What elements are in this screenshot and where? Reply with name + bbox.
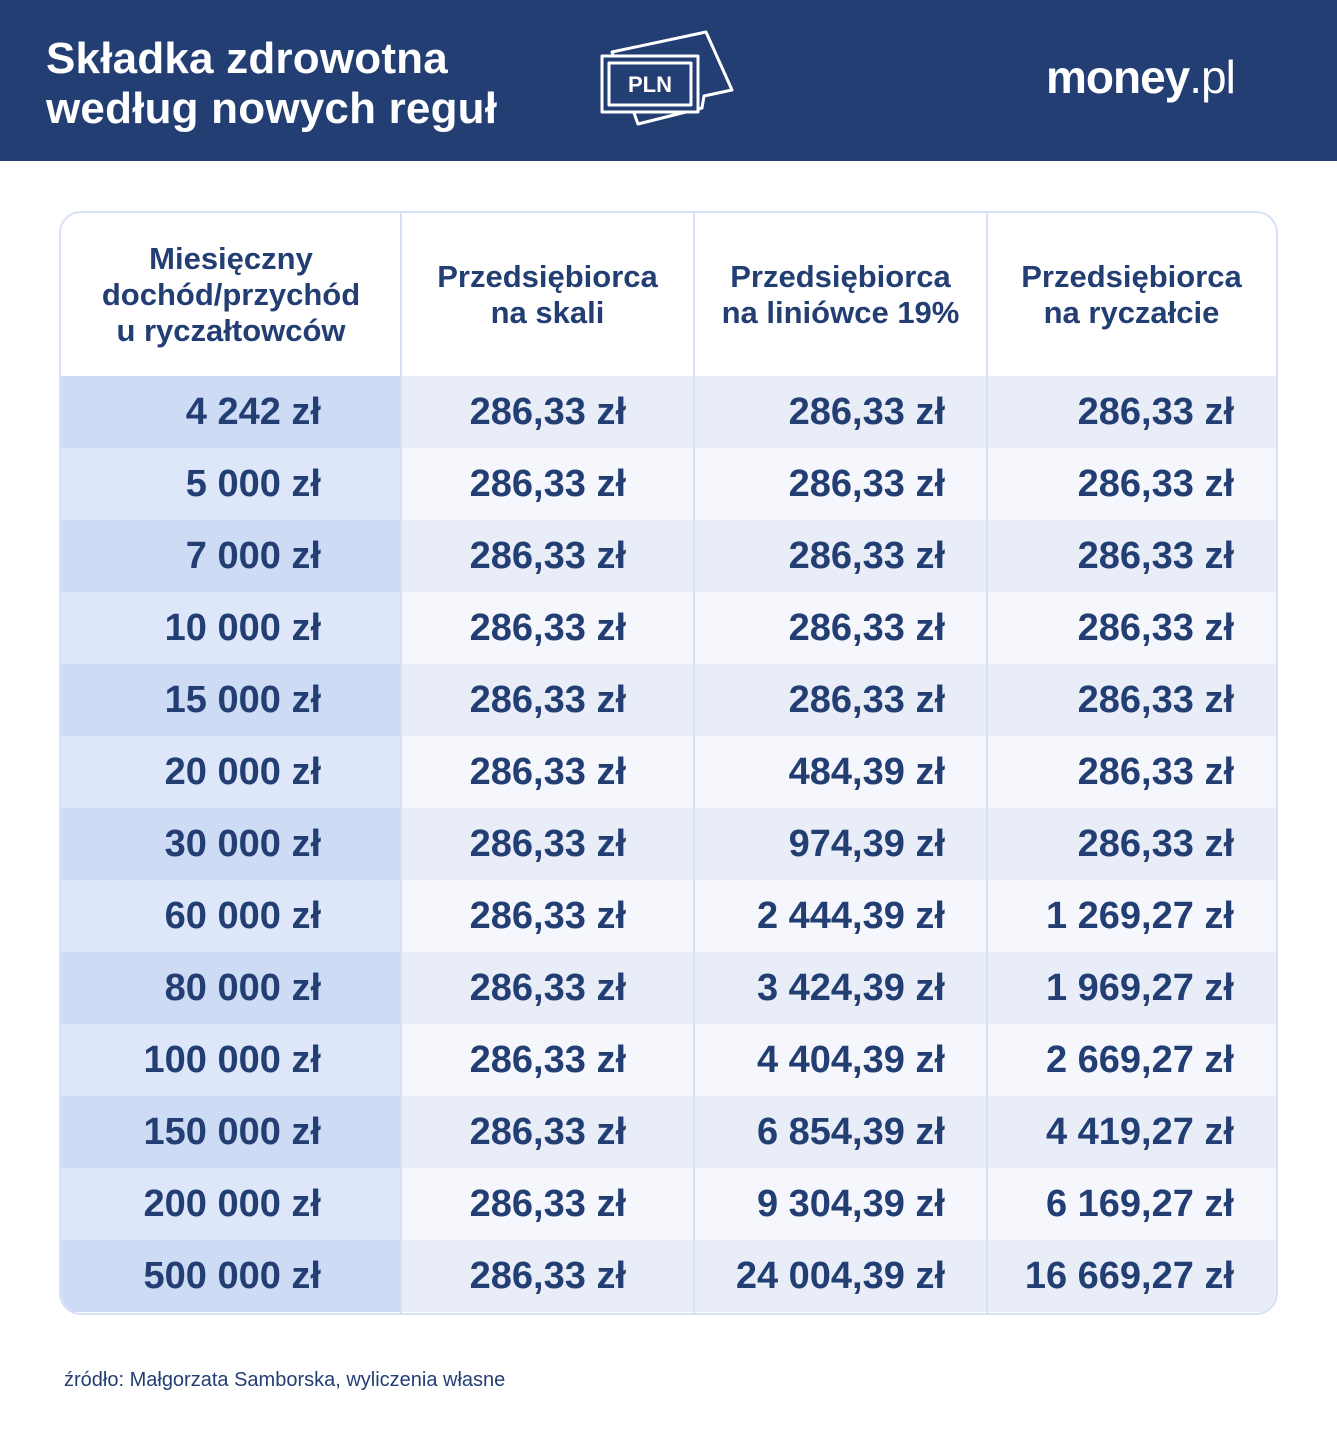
cell-linear: 3 424,39 zł: [756, 966, 945, 1009]
cell-scale: 286,33 zł: [469, 390, 626, 433]
cell-flat-rate: 286,33 zł: [1077, 534, 1234, 577]
cell-income: 80 000 zł: [61, 952, 401, 1024]
cell-scale: 286,33 zł: [469, 606, 626, 649]
cell-income: 60 000 zł: [61, 880, 401, 952]
column-header-flat-rate: [987, 213, 1276, 376]
cell-income: 100 000 zł: [61, 1024, 401, 1096]
column-header-flat-rate-line: na ryczałcie: [1043, 294, 1220, 330]
cell-income: 10 000 zł: [61, 592, 401, 664]
column-header-income-line: dochód/przychód: [101, 276, 361, 312]
cell-flat-rate: 286,33 zł: [1077, 390, 1234, 433]
cell-scale: 286,33 zł: [469, 534, 626, 577]
table-row: [61, 736, 1276, 808]
column-divider: [693, 213, 695, 1313]
table-row: [61, 880, 1276, 952]
cell-linear: 286,33 zł: [788, 606, 945, 649]
table-row: [61, 1240, 1276, 1312]
source-note: źródło: Małgorzata Samborska, wyliczenia własne: [64, 1369, 506, 1391]
column-header-income-line: Miesięczny: [149, 240, 313, 276]
banknote-label: PLN: [628, 72, 672, 97]
cell-flat-rate: 286,33 zł: [1077, 462, 1234, 505]
column-header-linear-line: Przedsiębiorca: [730, 258, 951, 294]
cell-scale: 286,33 zł: [469, 966, 626, 1009]
cell-linear: 286,33 zł: [788, 678, 945, 721]
column-header-linear-line: na liniówce 19%: [721, 294, 960, 330]
cell-linear: 286,33 zł: [788, 462, 945, 505]
cell-scale: 286,33 zł: [469, 1038, 626, 1081]
page-title: [46, 34, 606, 134]
column-header-income-line: u ryczałtowców: [116, 312, 346, 348]
table-row: [61, 664, 1276, 736]
column-header-scale-line: na skali: [490, 294, 605, 330]
cell-linear: 9 304,39 zł: [756, 1182, 945, 1225]
table-row: [61, 520, 1276, 592]
cell-flat-rate: 4 419,27 zł: [1045, 1110, 1234, 1153]
table-row: [61, 448, 1276, 520]
cell-flat-rate: 286,33 zł: [1077, 678, 1234, 721]
table-body: [61, 376, 1276, 1313]
cell-income: 200 000 zł: [61, 1168, 401, 1240]
cell-scale: 286,33 zł: [469, 894, 626, 937]
cell-income: 15 000 zł: [61, 664, 401, 736]
cell-scale: 286,33 zł: [469, 462, 626, 505]
cell-income: 500 000 zł: [61, 1240, 401, 1312]
cell-linear: 974,39 zł: [788, 822, 945, 865]
cell-income: 30 000 zł: [61, 808, 401, 880]
cell-linear: 286,33 zł: [788, 390, 945, 433]
cell-income: 4 242 zł: [61, 376, 401, 448]
cell-scale: 286,33 zł: [469, 1254, 626, 1297]
table-row: [61, 1096, 1276, 1168]
cell-income: 5 000 zł: [61, 448, 401, 520]
column-header-linear: [694, 213, 987, 376]
cell-linear: 484,39 zł: [788, 750, 945, 793]
table-row: [61, 952, 1276, 1024]
title-line-2: według nowych reguł: [46, 84, 498, 133]
cell-scale: 286,33 zł: [469, 678, 626, 721]
cell-income: 150 000 zł: [61, 1096, 401, 1168]
cell-scale: 286,33 zł: [469, 1110, 626, 1153]
column-divider: [986, 213, 988, 1313]
cell-flat-rate: 286,33 zł: [1077, 606, 1234, 649]
cell-income: 20 000 zł: [61, 736, 401, 808]
cell-income: 7 000 zł: [61, 520, 401, 592]
cell-linear: 286,33 zł: [788, 534, 945, 577]
brand-logo: [1046, 52, 1235, 102]
brand-logo-suffix: .pl: [1189, 51, 1235, 103]
title-line-1: Składka zdrowotna: [46, 34, 448, 83]
column-header-scale-line: Przedsiębiorca: [437, 258, 658, 294]
cell-flat-rate: 2 669,27 zł: [1045, 1038, 1234, 1081]
header-banner: [0, 0, 1337, 161]
cell-flat-rate: 286,33 zł: [1077, 822, 1234, 865]
table-row: [61, 808, 1276, 880]
column-divider: [400, 213, 402, 1313]
table-header: [61, 213, 1276, 376]
cell-flat-rate: 6 169,27 zł: [1045, 1182, 1234, 1225]
column-header-scale: [401, 213, 694, 376]
cell-scale: 286,33 zł: [469, 822, 626, 865]
cell-flat-rate: 286,33 zł: [1077, 750, 1234, 793]
column-header-flat-rate-line: Przedsiębiorca: [1021, 258, 1242, 294]
cell-linear: 2 444,39 zł: [756, 894, 945, 937]
cell-flat-rate: 1 269,27 zł: [1045, 894, 1234, 937]
cell-linear: 4 404,39 zł: [756, 1038, 945, 1081]
cell-scale: 286,33 zł: [469, 750, 626, 793]
cell-flat-rate: 1 969,27 zł: [1045, 966, 1234, 1009]
table-row: [61, 1168, 1276, 1240]
banknote-icon: [598, 28, 738, 132]
brand-logo-main: money: [1046, 51, 1190, 103]
cell-flat-rate: 16 669,27 zł: [1024, 1254, 1234, 1297]
contribution-table: [59, 211, 1278, 1315]
table-row: [61, 592, 1276, 664]
table-row: [61, 1024, 1276, 1096]
cell-scale: 286,33 zł: [469, 1182, 626, 1225]
cell-linear: 6 854,39 zł: [756, 1110, 945, 1153]
table-row: [61, 376, 1276, 448]
cell-linear: 24 004,39 zł: [735, 1254, 945, 1297]
column-header-income: [61, 213, 401, 376]
